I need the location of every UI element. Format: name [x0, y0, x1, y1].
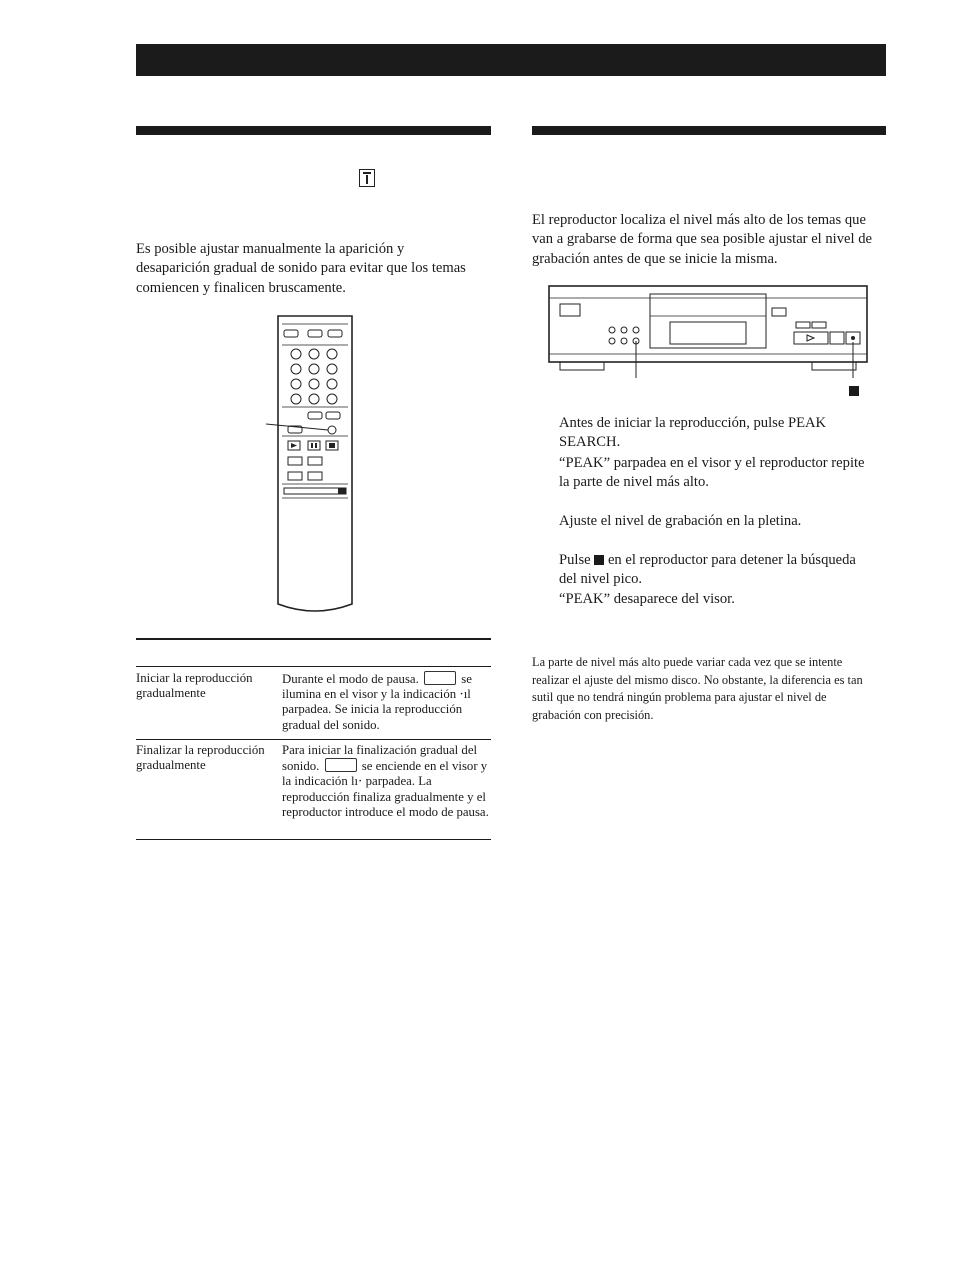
table-row-2-description: Para iniciar la finalización gradual del sonido. se enciende en el visor y la indicación lı⋅ parpadea. La reproducción finaliza gradualmente y el reproductor introduce el modo de pausa.: [282, 743, 489, 819]
table-row-2-action: Finalizar la reproducción gradualmente: [136, 743, 265, 773]
table-bottom-rule: [136, 839, 491, 840]
table-top-rule: [136, 638, 491, 640]
step-3-line1: Pulse en el reproductor para detener la búsqueda del nivel pico.: [559, 552, 856, 588]
fade-in-indicator-icon: ⋅ıl: [459, 687, 471, 702]
step-3-line2: “PEAK” desaparece del visor.: [559, 591, 735, 607]
fader-button-outline: [424, 671, 456, 685]
remote-control-icon: [359, 169, 375, 187]
step-1-line2: “PEAK” parpadea en el visor y el reproductor repite la parte de nivel más alto.: [559, 455, 865, 491]
table-row-1-action: Iniciar la reproducción gradualmente: [136, 671, 253, 701]
step-2-line1: Ajuste el nivel de grabación en la pletina.: [559, 513, 802, 529]
right-note-text: La parte de nivel más alto puede variar cada vez que se intente realizar el ajuste del mismo disco. No obstante, la diferencia es tan sutil que no tendrá ningún problema para ajustar el nivel de grabación con precisión.: [532, 655, 863, 722]
right-intro-text: El reproductor localiza el nivel más alto de los temas que van a grabarse de forma que sea posible ajustar el nivel de grabación antes de que se inicie la misma.: [532, 212, 872, 267]
left-intro-text: Es posible ajustar manualmente la aparición y desaparición gradual de sonido para evitar que los temas comiencen y finalicen bruscamente.: [136, 241, 466, 296]
cd-player-illustration: [546, 284, 872, 396]
left-section-bar: [136, 126, 491, 135]
page-header-bar: [136, 44, 886, 76]
remote-control-illustration: [262, 312, 362, 614]
table-row-divider: [136, 739, 491, 740]
right-section-bar: [532, 126, 886, 135]
step-1-line1: Antes de iniciar la reproducción, pulse PEAK SEARCH.: [559, 415, 827, 451]
stop-square-icon: [594, 555, 604, 565]
table-row-1-description: Durante el modo de pausa. se ilumina en el visor y la indicación ⋅ıl parpadea. Se inicia la reproducción gradual del sonido.: [282, 672, 472, 732]
table-header-rule: [136, 666, 491, 667]
fade-out-indicator-icon: lı⋅: [350, 774, 363, 789]
fader-button-outline: [325, 758, 357, 772]
procedure-steps: [559, 414, 879, 614]
stop-square-icon: [849, 386, 859, 396]
